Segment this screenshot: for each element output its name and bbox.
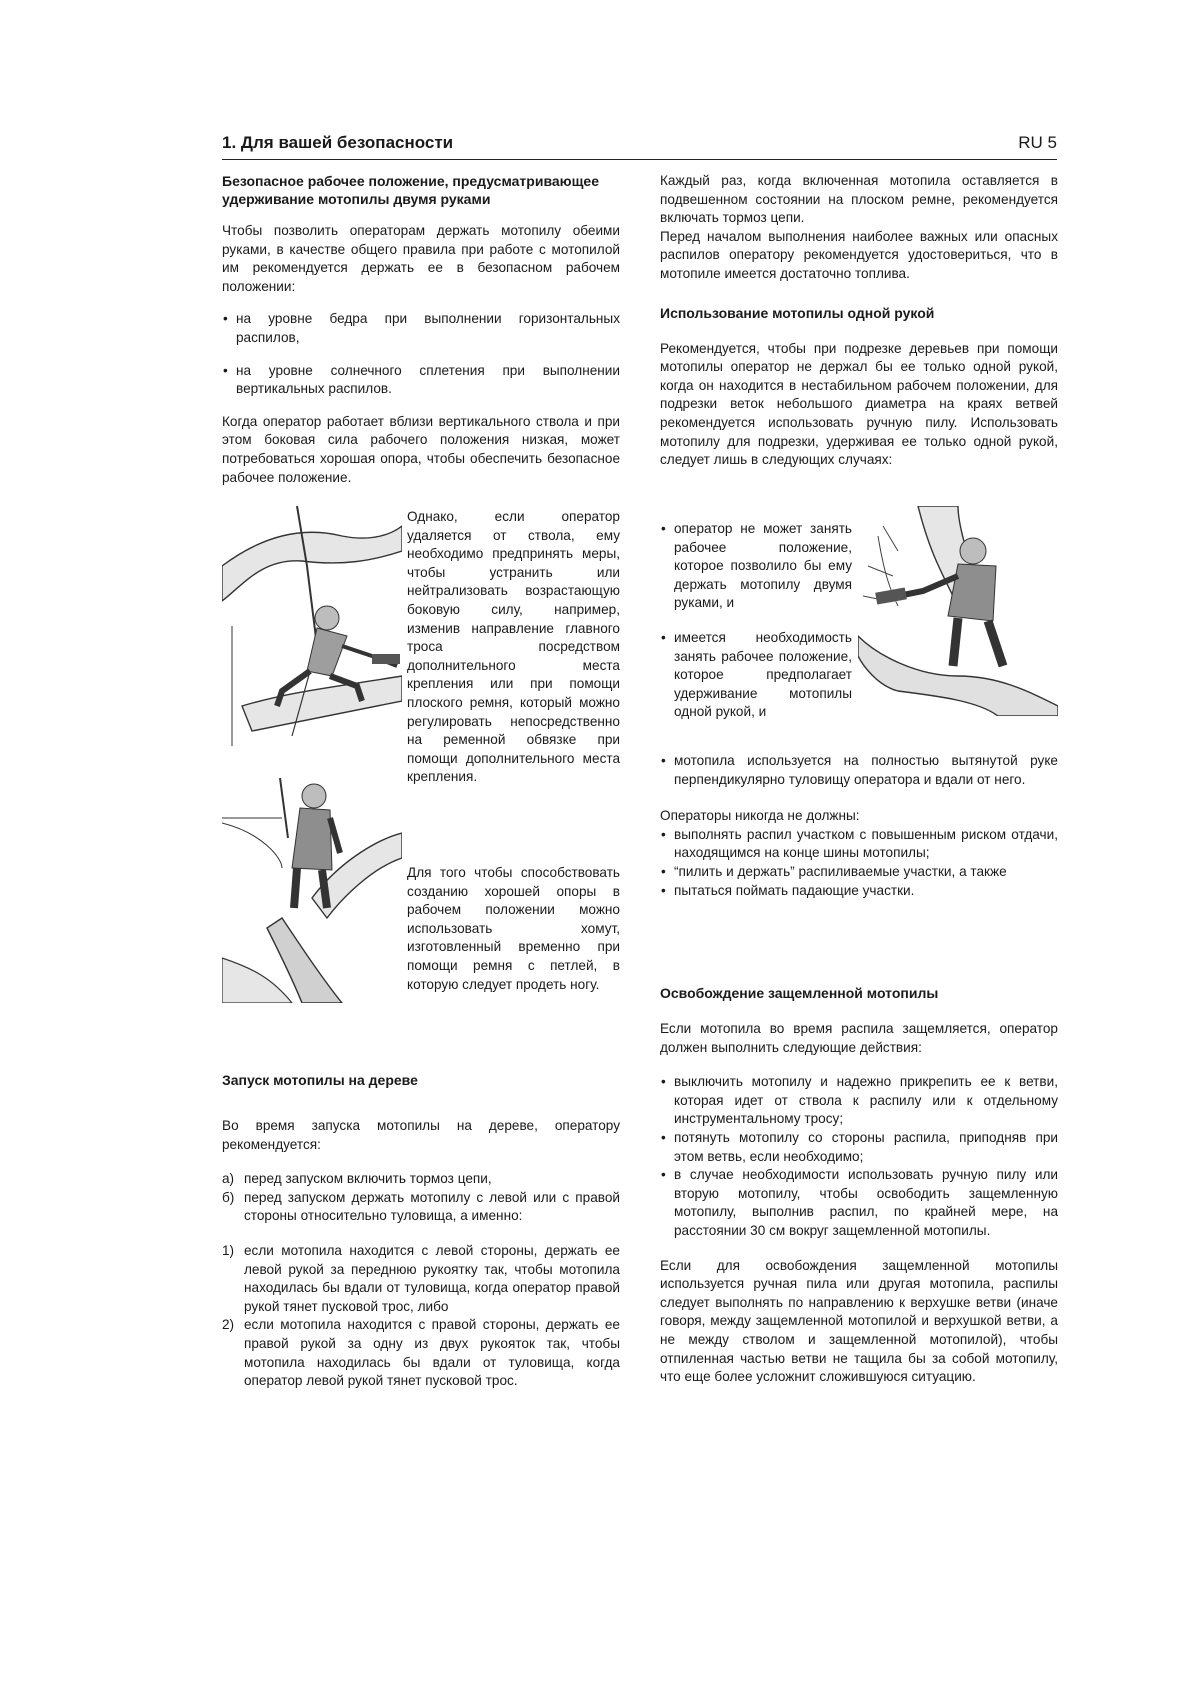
page-header — [222, 133, 1057, 160]
paragraph: Во время запуска мотопилы на дереве, оператору рекомендуется: — [222, 1118, 620, 1152]
list-item: • в случае необходимости использовать ручную пилу или вторую мотопилу, чтобы освободить защемленную мотопилу, выполнив распил, по крайней мере, на расстоянии 30 см вокруг защемленной мотопилы. — [660, 1166, 1058, 1240]
paragraph: Если мотопила во время распила защемляется, оператор должен выполнить следующие действия: — [660, 1021, 1058, 1055]
heading-one-hand: Использование мотопилы одной рукой — [660, 304, 935, 321]
text-block-loop — [407, 864, 620, 994]
paragraph: Чтобы позволить операторам держать мотопилу обеими руками, в качестве общего правила при работе с мотопилой им рекомендуется держать ее в безопасном рабочем положении: — [222, 223, 620, 294]
bullet-list — [660, 752, 1058, 789]
list-item: • выполнять распил участком с повышенным риском отдачи, находящимся на конце шины мотопилы; — [660, 826, 1058, 863]
section-title: 1. Для вашей безопасности — [222, 133, 454, 152]
list-item — [222, 1189, 620, 1226]
climber-illustration-1 — [222, 506, 402, 746]
list-item: • мотопила используется на полностью вытянутой руке перпендикулярно туловищу оператора и вдали от него. — [660, 752, 1058, 789]
one-hand-conditions — [660, 520, 852, 722]
bullet-list — [660, 520, 852, 722]
heading-pinched-saw: Освобождение защемленной мотопилы — [660, 985, 939, 1001]
right-column-bottom — [660, 984, 1058, 1387]
text-block-side-force — [407, 508, 620, 787]
right-column — [660, 172, 1058, 470]
climber-rope-image — [222, 506, 402, 746]
list-text: если мотопила находится с правой стороны, держать ее правой рукой за одну из двух рукояток так, чтобы мотопила находилась бы вдали от туловища, когда оператор левой рукой тянет пусковой трос. — [244, 1317, 620, 1389]
list-item: • пытаться поймать падающие участки. — [660, 882, 1058, 901]
list-item: • выключить мотопилу и надежно прикрепить ее к ветви, которая идет от ствола к распилу или к отдельному инструментальному тросу; — [660, 1073, 1058, 1129]
right-column-mid — [660, 752, 1058, 900]
list-item — [222, 1316, 620, 1390]
left-column — [222, 172, 620, 487]
climber-illustration-2 — [222, 778, 402, 1003]
never-list — [660, 826, 1058, 900]
one-hand-illustration — [858, 506, 1058, 716]
heading-start-in-tree: Запуск мотопилы на дереве — [222, 1072, 418, 1088]
list-marker: 1) — [222, 1242, 235, 1258]
list-marker: 2) — [222, 1317, 235, 1333]
list-item: • потянуть мотопилу со стороны распила, приподняв при этом ветвь, если необходимо; — [660, 1129, 1058, 1166]
heading-safe-position: Безопасное рабочее положение, предусматривающее удерживание мотопилы двумя руками — [222, 173, 599, 207]
bullet-list — [660, 1073, 1058, 1240]
lettered-list — [222, 1170, 620, 1226]
list-item: • “пилить и держать” распиливаемые участки, а также — [660, 863, 1058, 882]
list-text: перед запуском включить тормоз цепи, — [244, 1171, 492, 1187]
numbered-list — [222, 1242, 620, 1391]
paragraph: Операторы никогда не должны: — [660, 808, 860, 824]
list-item: • имеется необходимость занять рабочее положение, которое предполагает удерживание мотопилы одной рукой, и — [660, 629, 852, 722]
climber-branch-image — [222, 778, 402, 1003]
left-column-bottom — [222, 1071, 620, 1391]
page-number: RU 5 — [1018, 133, 1057, 152]
paragraph: Когда оператор работает вблизи вертикального ствола и при этом боковая сила рабочего положения низкая, может потребоваться хорошая опора, чтобы обеспечить безопасное рабочее положение. — [222, 413, 620, 485]
list-item — [222, 1170, 620, 1189]
list-marker: б) — [222, 1189, 235, 1205]
paragraph: Рекомендуется, чтобы при подрезке деревьев при помощи мотопилы оператор не держал бы ее только одной рукой, когда он находится в нестабильном рабочем положении, для подрезки веток небольшого диаметра на краях ветвей рекомендуется использовать ручную пилу. Использовать мотопилу для подрезки, удерживая ее только одной рукой, следует лишь в следующих случаях: — [660, 340, 1058, 468]
paragraph: Если для освобождения защемленной мотопилы используется ручная пила или другая мотопила, распилы следует выполнять по направлению к верхушке ветви (иначе говоря, между защемленной мотопилой и верхушкой ветви, а не между стволом и защемленной мотопилой), чтобы отпиленная частью ветви не тащила бы за собой мотопилу, что еще более усложнит сложившуюся ситуацию. — [660, 1257, 1058, 1385]
list-text: если мотопила находится с левой стороны, держать ее левой рукой за переднюю рукоятку так, чтобы мотопила находилась бы вдали от туловища, когда оператор правой рукой тянет пусковой трос, либо — [244, 1242, 620, 1314]
list-item: • оператор не может занять рабочее положение, которое позволило бы ему держать мотопилу двумя руками, и — [660, 520, 852, 613]
one-hand-saw-image — [858, 506, 1058, 716]
paragraph: Перед началом выполнения наиболее важных или опасных распилов оператору рекомендуется удостовериться, что в мотопиле имеется достаточно топлива. — [660, 228, 1058, 281]
list-marker: а) — [222, 1171, 235, 1187]
list-item: • на уровне солнечного сплетения при выполнении вертикальных распилов. — [222, 362, 620, 399]
list-item: • на уровне бедра при выполнении горизонтальных распилов, — [222, 310, 620, 347]
paragraph: Для того чтобы способствовать созданию хорошей опоры в рабочем положении можно использовать хомут, изготовленный временно при помощи ремня с петлей, в которую следует продеть ногу. — [407, 865, 620, 992]
list-text: перед запуском держать мотопилу с левой или с правой стороны относительно туловища, а именно: — [244, 1189, 620, 1224]
paragraph: Каждый раз, когда включенная мотопила оставляется в подвешенном состоянии на плоском ремне, рекомендуется включать тормоз цепи. — [660, 173, 1058, 226]
bullet-list — [222, 310, 620, 398]
paragraph: Однако, если оператор удаляется от ствола, ему необходимо предпринять меры, чтобы устранить или нейтрализовать возрастающую боковую силу, например, изменив направление главного троса посредством дополнительного места крепления или при помощи плоского ремня, который можно регулировать непосредственно на ременной обвязке при помощи дополнительного места крепления. — [407, 509, 620, 785]
list-item — [222, 1242, 620, 1316]
